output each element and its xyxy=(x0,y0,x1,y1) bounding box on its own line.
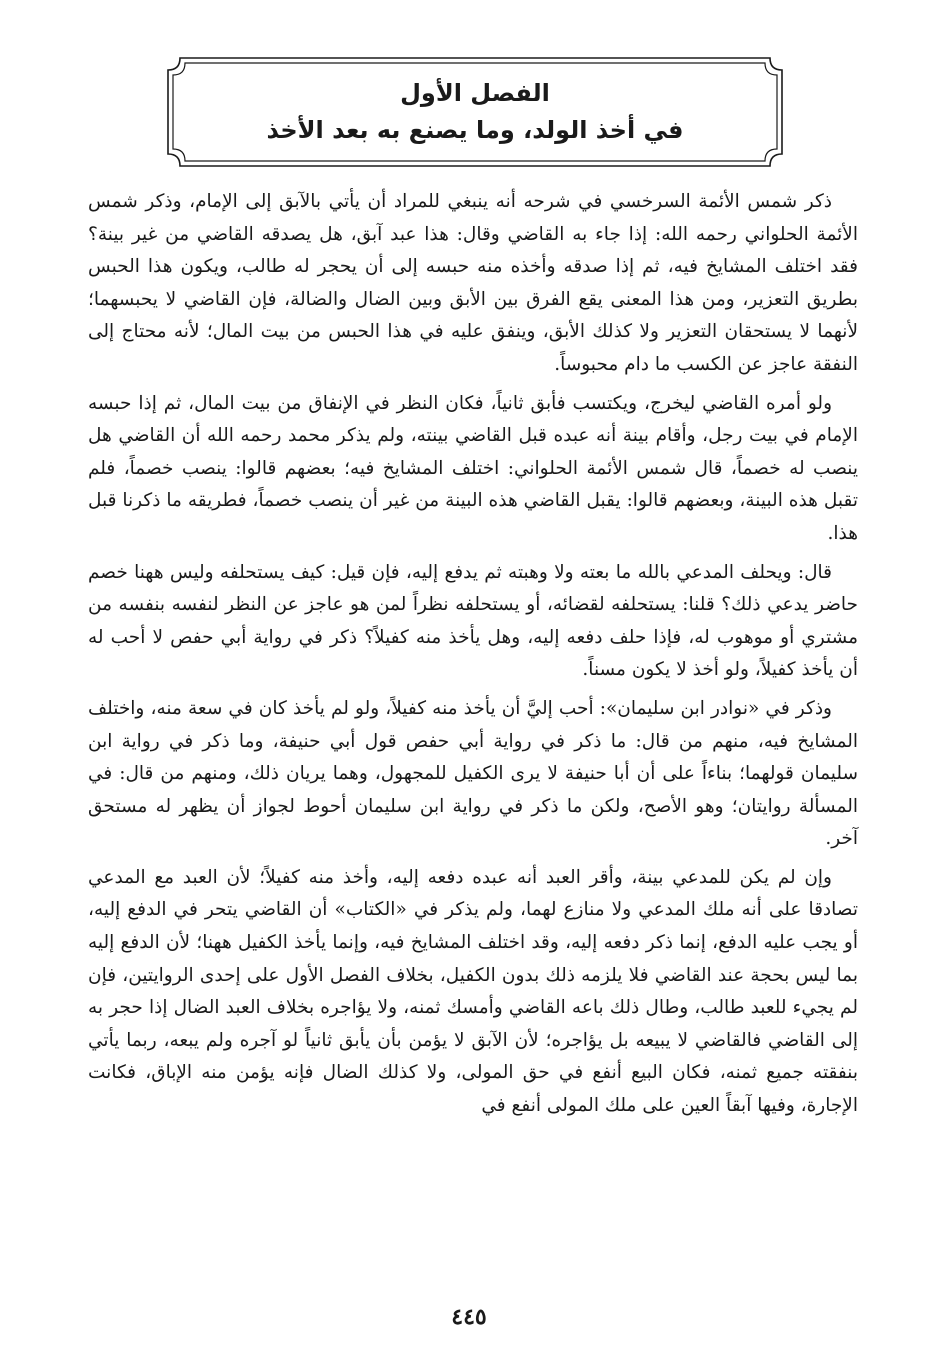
page-number: ٤٤٥ xyxy=(451,1304,487,1330)
paragraph: وذكر في «نوادر ابن سليمان»: أحب إليَّ أن يأخذ منه كفيلاً، ولو لم يأخذ كان في سعة منه، واختلف المشايخ فيه، منهم من قال: ما ذكر في رواية أبي حفص قول أبي حنيفة، وما ذكر في رواية ابن سليمان قولهما؛ بناءاً على أن أبا حنيفة لا يرى الكفيل للمجهول، وهما يريان ذلك، ومنهم من قال: في المسألة روايتان؛ وهو الأصح، ولكن ما ذكر في رواية ابن سليمان أحوط لجواز أن يظهر له مستحق آخر. xyxy=(88,697,858,850)
main-text xyxy=(88,186,858,1129)
paragraph: ولو أمره القاضي ليخرج، ويكتسب فأبق ثانياً، فكان النظر في الإنفاق من بيت المال، ثم إذا حبسه الإمام في بيت رجل، وأقام بينة أنه عبده قبل القاضي بينته، ولم يذكر محمد رحمه الله أن القاضي هل ينصب له خصماً، قال شمس الأئمة الحلواني: اختلف المشايخ فيه؛ بعضهم قالوا: ينصب خصماً، فلم تقبل هذه البينة، وبعضهم قالوا: يقبل القاضي هذه البينة من غير أن ينصب خصماً، فطريقه ما ذكرنا قبل هذا. xyxy=(88,392,858,544)
chapter-title: الفصل الأول xyxy=(400,79,550,107)
paragraph: ذكر شمس الأئمة السرخسي في شرحه أنه ينبغي للمراد أن يأتي بالآبق إلى الإمام، وذكر شمس الأئمة الحلواني رحمه الله: إذا جاء به القاضي وقال: هذا عبد آبق، هل يصدقه القاضي من غير بينة؟ فقد اختلف المشايخ فيه، ثم إذا صدقه وأخذه منه حبسه إلى أن يحجر له طالب، ويكون هذا الحبس بطريق التعزير، ومن هذا المعنى يقع الفرق بين الأبق وبين الضال والضالة، فإن القاضي لا يحبسهما؛ لأنهما لا يستحقان التعزير ولا كذلك الأبق، وينفق عليه في هذا الحبس من بيت المال؛ لأنه محتاج إلى النفقة عاجز عن الكسب ما دام محبوساً. xyxy=(88,191,858,375)
chapter-title-frame xyxy=(166,56,784,168)
chapter-subtitle: في أخذ الولد، وما يصنع به بعد الأخذ xyxy=(266,116,684,144)
chapter-heading xyxy=(166,56,784,168)
paragraph: قال: ويحلف المدعي بالله ما بعته ولا وهبته ثم يدفع إليه، فإن قيل: كيف يستحلفه وليس ههنا خصم حاضر يدعي ذلك؟ قلنا: يستحلفه لقضائه، أو يستحلفه نظراً لمن هو عاجز عن النظر لنفسه بنفسه من مشتري أو موهوب له، فإذا حلف دفعه إليه، وهل يأخذ منه كفيلاً؟ ذكر في رواية أبي حفص لا أحب له أن يأخذ كفيلاً، ولو أخذ لا يكون مسناً. xyxy=(88,561,858,681)
paragraph: وإن لم يكن للمدعي بينة، وأقر العبد أنه عبده دفعه إليه، وأخذ منه كفيلاً؛ لأن العبد مع المدعي تصادقا على أنه ملك المدعي ولا منازع لهما، ولم يذكر في «الكتاب» أن القاضي يتحر في الدفع إليه، أو يجب عليه الدفع، إنما ذكر دفعه إليه، وقد اختلف المشايخ فيه، وإنما يأخذ الكفيل ههنا؛ لأن الدفع إليه بما ليس بحجة عند القاضي فلا يلزمه ذلك بدون الكفيل، بخلاف الفصل الأول على إحدى الروايتين، فإن لم يجيء للعبد طالب، وطال ذلك باعه القاضي وأمسك ثمنه، ولا يؤاجره بخلاف العبد الضال إذا حجر به إلى القاضي فالقاضي لا يبيعه بل يؤاجره؛ لأن الآبق لا يؤمن بأن يأبق ثانياً لو آجره ولم يبعه، ربما يأتي بنفقته جميع ثمنه، فكان البيع أنفع في حق المولى، ولا كذلك الضال فإنه يؤمن منه الإباق، فكانت الإجارة، وفيها آبقاً العين على ملك المولى أنفع في xyxy=(88,866,858,1117)
